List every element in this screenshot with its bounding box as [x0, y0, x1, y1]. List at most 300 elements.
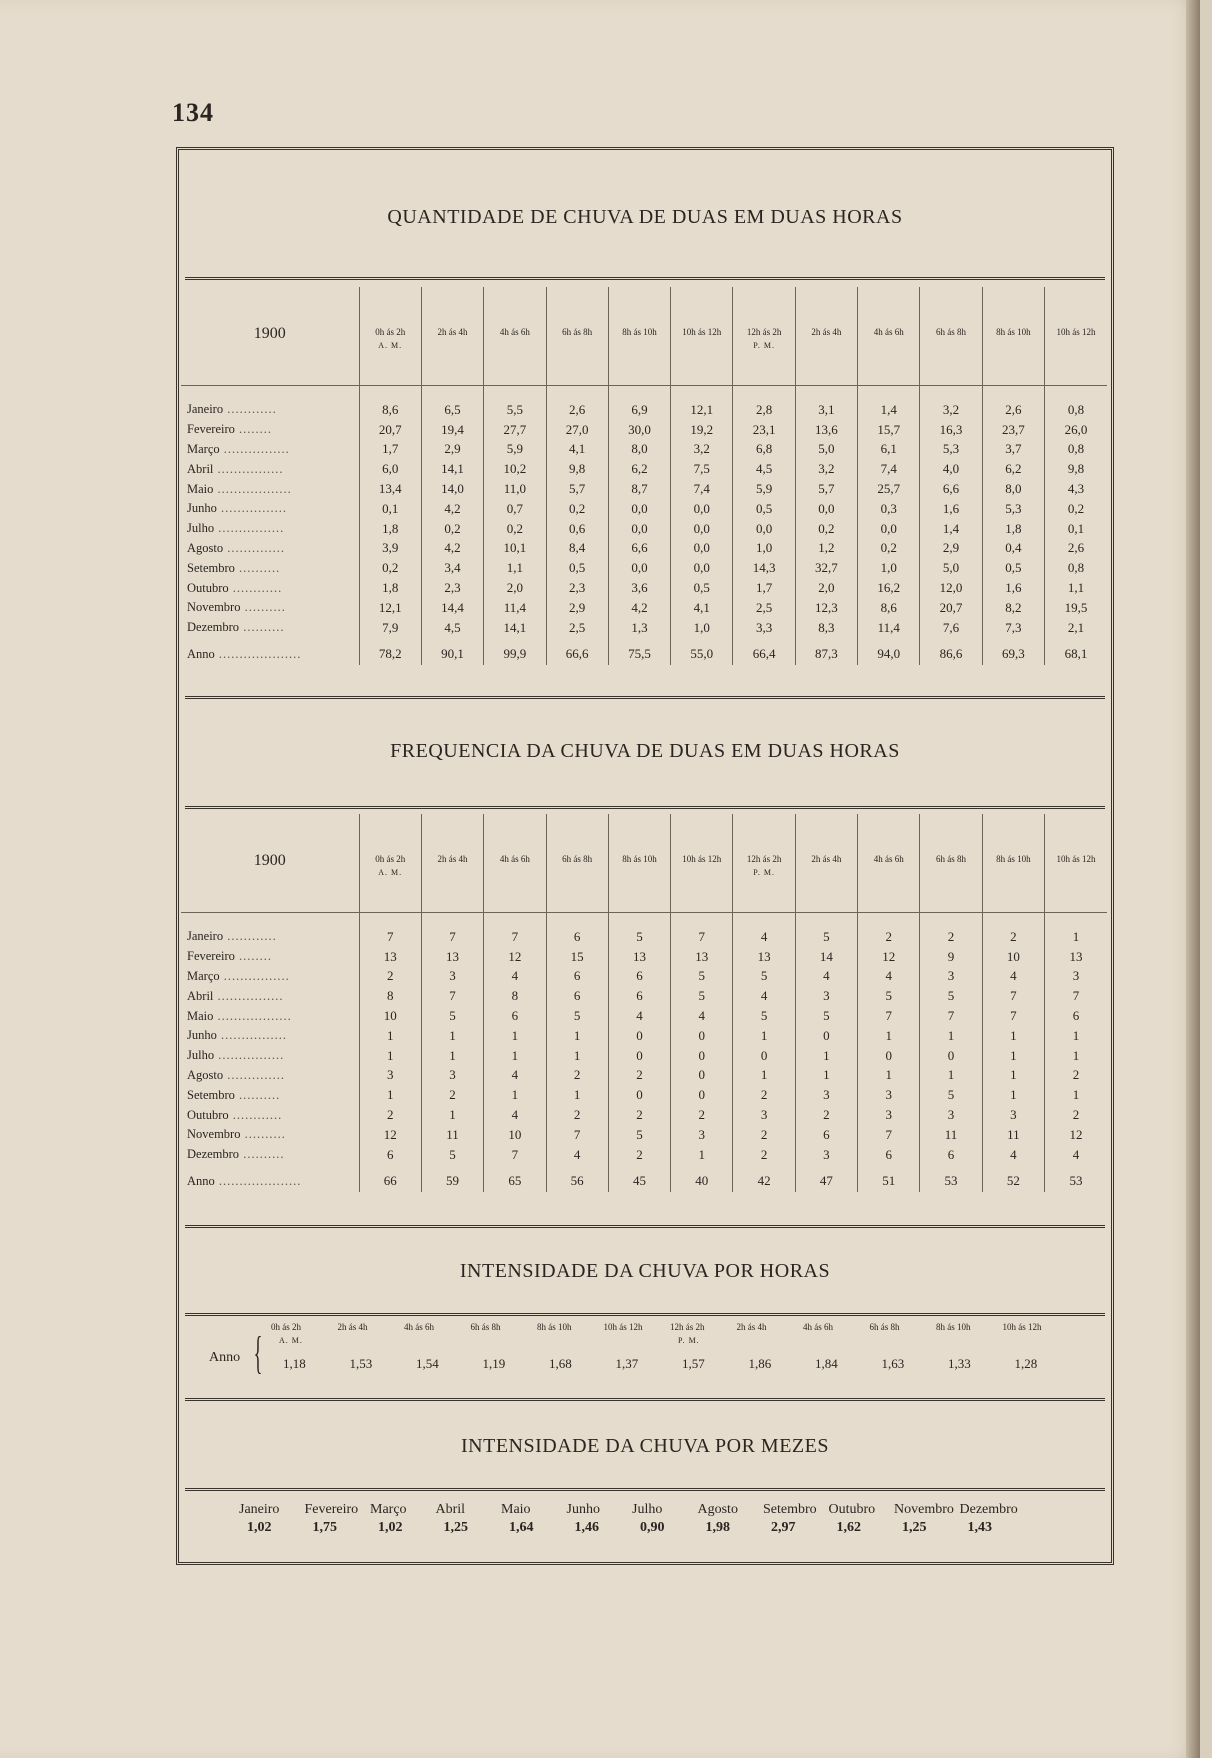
hour-header [421, 287, 483, 386]
month-label: Agosto [697, 1502, 738, 1517]
value-cell: 2 [546, 1105, 608, 1125]
table-row [181, 519, 1107, 539]
value-cell: 3 [1045, 967, 1107, 987]
month-label: Setembro [763, 1502, 817, 1517]
value-cell: 2,1 [1045, 618, 1107, 638]
value-cell: 4 [546, 1145, 608, 1165]
anno-value-cell: 78,2 [359, 638, 421, 666]
value-cell: 0,5 [671, 578, 733, 598]
value-cell: 13 [671, 947, 733, 967]
value-cell: 4,1 [546, 440, 608, 460]
value-cell: 2,9 [546, 598, 608, 618]
table-row [181, 539, 1107, 559]
intensity-value: 2,97 [771, 1520, 796, 1535]
value-cell: 1 [1045, 1046, 1107, 1066]
value-cell: 6 [795, 1125, 857, 1145]
month-label: Junho [187, 501, 217, 516]
table-row [181, 1066, 1107, 1086]
hour-range-label: 0h ás 2h [375, 327, 406, 337]
value-cell: 3 [421, 1066, 483, 1086]
value-cell: 2,0 [795, 578, 857, 598]
value-cell: 12 [484, 947, 546, 967]
value-cell: 6 [608, 967, 670, 987]
section1-title: QUANTIDADE DE CHUVA DE DUAS EM DUAS HORAS [387, 206, 903, 228]
value-cell: 8,0 [982, 479, 1044, 499]
month-label: Outubro [187, 580, 229, 595]
month-label: Novembro [187, 1127, 241, 1142]
anno-cell [181, 1165, 359, 1193]
value-cell: 0,8 [1045, 558, 1107, 578]
value-cell: 7 [484, 927, 546, 947]
hour-header [858, 287, 920, 386]
intensity-value: 1,33 [948, 1356, 971, 1371]
section3-title: INTENSIDADE DA CHUVA POR HORAS [459, 1260, 831, 1282]
divider [185, 277, 1105, 280]
anno-value-cell: 66,6 [546, 638, 608, 666]
month-cell [181, 1125, 359, 1145]
pm-label: P. M. [753, 868, 775, 877]
value-cell: 0,0 [671, 558, 733, 578]
value-cell: 6 [546, 927, 608, 947]
hour-range-label: 8h ás 10h [936, 1322, 971, 1332]
value-cell: 2,6 [546, 400, 608, 420]
value-cell: 0,0 [858, 519, 920, 539]
value-cell: 5,5 [484, 400, 546, 420]
leader-dots: .............. [223, 1067, 285, 1082]
hour-range-label: 2h ás 4h [337, 1322, 368, 1332]
value-cell: 1 [733, 1066, 795, 1086]
value-cell: 4 [858, 967, 920, 987]
value-cell: 10,2 [484, 459, 546, 479]
hour-range-label: 10h ás 12h [682, 327, 722, 337]
value-cell: 12,1 [359, 598, 421, 618]
hour-range-label: 6h ás 8h [470, 1322, 501, 1332]
value-cell: 0,2 [795, 519, 857, 539]
value-cell: 5 [608, 927, 670, 947]
value-cell: 4 [671, 1006, 733, 1026]
value-cell: 13 [733, 947, 795, 967]
intensity-value: 1,19 [482, 1356, 506, 1371]
value-cell: 0,8 [1045, 400, 1107, 420]
intensity-value: 1,75 [312, 1520, 337, 1535]
value-cell: 19,2 [671, 420, 733, 440]
divider [185, 806, 1105, 809]
value-cell: 2,8 [733, 400, 795, 420]
value-cell: 11 [920, 1125, 982, 1145]
hour-range-label: 4h ás 6h [873, 854, 904, 864]
value-cell: 5,9 [484, 440, 546, 460]
leader-dots: ................ [216, 1028, 287, 1043]
leader-dots: ................ [213, 988, 284, 1003]
value-cell: 12 [359, 1125, 421, 1145]
value-cell: 6,8 [733, 440, 795, 460]
anno-value-cell: 69,3 [982, 638, 1044, 666]
month-label: Julho [187, 1048, 215, 1063]
value-cell: 0,1 [359, 499, 421, 519]
value-cell: 4,0 [920, 459, 982, 479]
value-cell: 14,3 [733, 558, 795, 578]
am-label: A. M. [378, 868, 403, 877]
value-cell: 4,2 [421, 539, 483, 559]
value-cell: 1 [671, 1145, 733, 1165]
value-cell: 0 [671, 1085, 733, 1105]
value-cell: 0,6 [546, 519, 608, 539]
month-label: Fevereiro [187, 949, 235, 964]
value-cell: 3,6 [608, 578, 670, 598]
anno-value-cell: 86,6 [920, 638, 982, 666]
month-label: Março [187, 441, 220, 456]
anno-value-cell: 53 [920, 1165, 982, 1193]
hour-range-label: 0h ás 2h [271, 1322, 301, 1332]
month-label: Janeiro [187, 929, 224, 944]
month-label: Abril [187, 988, 214, 1003]
value-cell: 25,7 [858, 479, 920, 499]
intensity-value: 1,54 [416, 1356, 439, 1371]
hour-range-label: 10h ás 12h [682, 854, 722, 864]
hour-range-label: 12h ás 2h [746, 327, 782, 337]
value-cell: 0,3 [858, 499, 920, 519]
header-row [181, 287, 1107, 386]
table-row [181, 558, 1107, 578]
intensity-by-month [179, 1500, 1111, 1550]
rain-quantity-table [181, 287, 1107, 665]
value-cell: 10 [484, 1125, 546, 1145]
hour-range-label: 8h ás 10h [622, 854, 657, 864]
value-cell: 7,4 [858, 459, 920, 479]
month-cell [181, 1066, 359, 1086]
leader-dots: .......... [234, 560, 281, 575]
leader-dots: ............ [228, 1107, 283, 1122]
value-cell: 2 [421, 1085, 483, 1105]
month-label: Maio [187, 481, 214, 496]
value-cell: 1 [546, 1046, 608, 1066]
value-cell: 1 [920, 1026, 982, 1046]
hour-range-label: 8h ás 10h [622, 327, 657, 337]
value-cell: 9,8 [1045, 459, 1107, 479]
value-cell: 0 [608, 1026, 670, 1046]
value-cell: 2,5 [733, 598, 795, 618]
hour-header [920, 814, 982, 913]
table-row [181, 420, 1107, 440]
hour-header [858, 814, 920, 913]
hour-header [733, 287, 795, 386]
divider [185, 696, 1105, 699]
value-cell: 0,0 [671, 519, 733, 539]
anno-value-cell: 42 [733, 1165, 795, 1193]
value-cell: 0,5 [982, 558, 1044, 578]
value-cell: 5,0 [795, 440, 857, 460]
value-cell: 2 [359, 1105, 421, 1125]
value-cell: 1,4 [858, 400, 920, 420]
value-cell: 5,0 [920, 558, 982, 578]
value-cell: 8 [484, 986, 546, 1006]
hour-header [484, 287, 546, 386]
value-cell: 1 [982, 1066, 1044, 1086]
month-cell [181, 947, 359, 967]
value-cell: 5,3 [920, 440, 982, 460]
value-cell: 1 [795, 1066, 857, 1086]
value-cell: 1 [484, 1046, 546, 1066]
value-cell: 4 [982, 967, 1044, 987]
month-label: Fevereiro [187, 422, 235, 437]
hour-header [359, 814, 421, 913]
value-cell: 1,2 [795, 539, 857, 559]
value-cell: 0,2 [421, 519, 483, 539]
value-cell: 1,3 [608, 618, 670, 638]
value-cell: 5 [671, 986, 733, 1006]
value-cell: 1 [795, 1046, 857, 1066]
value-cell: 6 [546, 967, 608, 987]
value-cell: 5 [421, 1006, 483, 1026]
value-cell: 13 [608, 947, 670, 967]
divider [185, 1225, 1105, 1228]
value-cell: 26,0 [1045, 420, 1107, 440]
value-cell: 20,7 [920, 598, 982, 618]
hour-range-label: 6h ás 8h [562, 854, 593, 864]
value-cell: 0,1 [1045, 519, 1107, 539]
value-cell: 12 [858, 947, 920, 967]
hour-range-label: 12h ás 2h [746, 854, 782, 864]
value-cell: 1,0 [858, 558, 920, 578]
value-cell: 5 [546, 1006, 608, 1026]
hour-range-label: 2h ás 4h [736, 1322, 767, 1332]
value-cell: 5,7 [795, 479, 857, 499]
value-cell: 5 [858, 986, 920, 1006]
value-cell: 7,6 [920, 618, 982, 638]
value-cell: 0,0 [608, 519, 670, 539]
value-cell: 14,4 [421, 598, 483, 618]
month-cell [181, 1046, 359, 1066]
value-cell: 0 [795, 1026, 857, 1046]
month-label: Julho [632, 1502, 663, 1517]
value-cell: 11,4 [858, 618, 920, 638]
leader-dots: .......... [239, 620, 285, 635]
hour-range-label: 12h ás 2h [670, 1322, 705, 1332]
hour-header [359, 287, 421, 386]
table-row [181, 1046, 1107, 1066]
value-cell: 1 [484, 1085, 546, 1105]
value-cell: 6 [858, 1145, 920, 1165]
month-cell [181, 618, 359, 638]
value-cell: 10 [359, 1006, 421, 1026]
value-cell: 12,1 [671, 400, 733, 420]
anno-value-cell: 66 [359, 1165, 421, 1193]
value-cell: 0,2 [484, 519, 546, 539]
value-cell: 7 [359, 927, 421, 947]
value-cell: 6,0 [359, 459, 421, 479]
month-cell [181, 459, 359, 479]
value-cell: 3 [858, 1085, 920, 1105]
divider [185, 1313, 1105, 1316]
value-cell: 19,4 [421, 420, 483, 440]
value-cell: 13,6 [795, 420, 857, 440]
value-cell: 0,0 [671, 539, 733, 559]
month-cell [181, 1145, 359, 1165]
am-label: A. M. [279, 1336, 303, 1345]
brace: { [253, 1327, 263, 1378]
month-cell [181, 558, 359, 578]
intensity-value: 1,57 [682, 1356, 705, 1371]
section4-title: INTENSIDADE DA CHUVA POR MEZES [461, 1435, 829, 1457]
anno-value-cell: 90,1 [421, 638, 483, 666]
value-cell: 1,1 [1045, 578, 1107, 598]
anno-value-cell: 45 [608, 1165, 670, 1193]
value-cell: 7 [858, 1006, 920, 1026]
anno-value-cell: 68,1 [1045, 638, 1107, 666]
rain-frequency-table [181, 814, 1107, 1192]
value-cell: 8,7 [608, 479, 670, 499]
value-cell: 2,3 [421, 578, 483, 598]
value-cell: 1 [421, 1046, 483, 1066]
value-cell: 3,3 [733, 618, 795, 638]
value-cell: 6,2 [608, 459, 670, 479]
hour-header [671, 287, 733, 386]
hour-header [608, 814, 670, 913]
value-cell: 4,5 [733, 459, 795, 479]
month-label: Agosto [187, 1067, 224, 1082]
table-row [181, 578, 1107, 598]
value-cell: 0,5 [546, 558, 608, 578]
book-spine [1186, 0, 1200, 1758]
month-cell [181, 400, 359, 420]
month-cell [181, 598, 359, 618]
hour-header [982, 287, 1044, 386]
value-cell: 7 [421, 927, 483, 947]
month-label: Janeiro [187, 402, 224, 417]
leader-dots: .......... [240, 1127, 286, 1142]
value-cell: 0,0 [733, 519, 795, 539]
value-cell: 0 [608, 1085, 670, 1105]
leader-dots: .......... [234, 1087, 281, 1102]
table-row [181, 947, 1107, 967]
divider [185, 1398, 1105, 1401]
value-cell: 0 [733, 1046, 795, 1066]
value-cell: 12,0 [920, 578, 982, 598]
value-cell: 0 [671, 1046, 733, 1066]
month-label: Dezembro [187, 620, 240, 635]
value-cell: 2 [359, 967, 421, 987]
intensity-value: 1,18 [283, 1356, 306, 1371]
value-cell: 13,4 [359, 479, 421, 499]
value-cell: 5 [733, 967, 795, 987]
value-cell: 7,4 [671, 479, 733, 499]
month-label: Junho [566, 1502, 600, 1517]
value-cell: 15 [546, 947, 608, 967]
value-cell: 5 [671, 967, 733, 987]
table-row [181, 440, 1107, 460]
year-header: 1900 [181, 814, 359, 913]
value-cell: 2 [920, 927, 982, 947]
value-cell: 2 [608, 1105, 670, 1125]
value-cell: 3,2 [920, 400, 982, 420]
value-cell: 1,8 [359, 519, 421, 539]
leader-dots: ................ [219, 968, 290, 983]
hour-range-label: 6h ás 8h [936, 327, 967, 337]
month-label: Setembro [187, 560, 235, 575]
intensity-value: 1,28 [1014, 1356, 1038, 1371]
hour-header [920, 287, 982, 386]
hour-header [795, 814, 857, 913]
value-cell: 7 [671, 927, 733, 947]
anno-value-cell: 65 [484, 1165, 546, 1193]
anno-value-cell: 53 [1045, 1165, 1107, 1193]
table-row [181, 598, 1107, 618]
value-cell: 4 [1045, 1145, 1107, 1165]
value-cell: 8,4 [546, 539, 608, 559]
value-cell: 6,6 [920, 479, 982, 499]
hour-range-label: 10h ás 12h [1056, 327, 1096, 337]
leader-dots: ................ [216, 501, 287, 516]
month-cell [181, 927, 359, 947]
value-cell: 27,0 [546, 420, 608, 440]
value-cell: 7 [982, 986, 1044, 1006]
hour-range-label: 6h ás 8h [869, 1322, 900, 1332]
value-cell: 0,8 [1045, 440, 1107, 460]
leader-dots: ................ [213, 461, 284, 476]
value-cell: 2 [795, 1105, 857, 1125]
page-number: 134 [172, 98, 214, 127]
value-cell: 0,2 [858, 539, 920, 559]
value-cell: 2,0 [484, 578, 546, 598]
value-cell: 3,4 [421, 558, 483, 578]
table-row [181, 1085, 1107, 1105]
month-label: Junho [187, 1028, 217, 1043]
value-cell: 5 [795, 1006, 857, 1026]
month-cell [181, 1006, 359, 1026]
value-cell: 8,3 [795, 618, 857, 638]
value-cell: 13 [421, 947, 483, 967]
value-cell: 3,2 [671, 440, 733, 460]
anno-value-cell: 59 [421, 1165, 483, 1193]
tables-frame [176, 147, 1114, 1565]
hour-range-label: 4h ás 6h [499, 854, 530, 864]
value-cell: 2,3 [546, 578, 608, 598]
intensity-value: 1,98 [705, 1520, 730, 1535]
year-header: 1900 [181, 287, 359, 386]
value-cell: 1 [982, 1026, 1044, 1046]
hour-header [421, 814, 483, 913]
value-cell: 1,1 [484, 558, 546, 578]
value-cell: 1 [359, 1026, 421, 1046]
value-cell: 1,0 [733, 539, 795, 559]
hour-header [484, 814, 546, 913]
leader-dots: .................... [214, 646, 302, 661]
hour-header [982, 814, 1044, 913]
value-cell: 0 [608, 1046, 670, 1066]
value-cell: 1 [1045, 1085, 1107, 1105]
value-cell: 11 [982, 1125, 1044, 1145]
hour-range-label: 4h ás 6h [803, 1322, 833, 1332]
value-cell: 5 [920, 1085, 982, 1105]
value-cell: 2,6 [1045, 539, 1107, 559]
value-cell: 0,2 [546, 499, 608, 519]
value-cell: 3 [795, 1085, 857, 1105]
value-cell: 3 [795, 1145, 857, 1165]
value-cell: 0,5 [733, 499, 795, 519]
month-cell [181, 1026, 359, 1046]
month-label: Dezembro [959, 1502, 1018, 1517]
value-cell: 7 [920, 1006, 982, 1026]
value-cell: 1,6 [920, 499, 982, 519]
month-cell [181, 499, 359, 519]
value-cell: 4 [484, 1066, 546, 1086]
anno-value-cell: 55,0 [671, 638, 733, 666]
hour-header [546, 814, 608, 913]
value-cell: 1 [421, 1026, 483, 1046]
table-row [181, 618, 1107, 638]
hour-header [1045, 814, 1107, 913]
value-cell: 0 [920, 1046, 982, 1066]
